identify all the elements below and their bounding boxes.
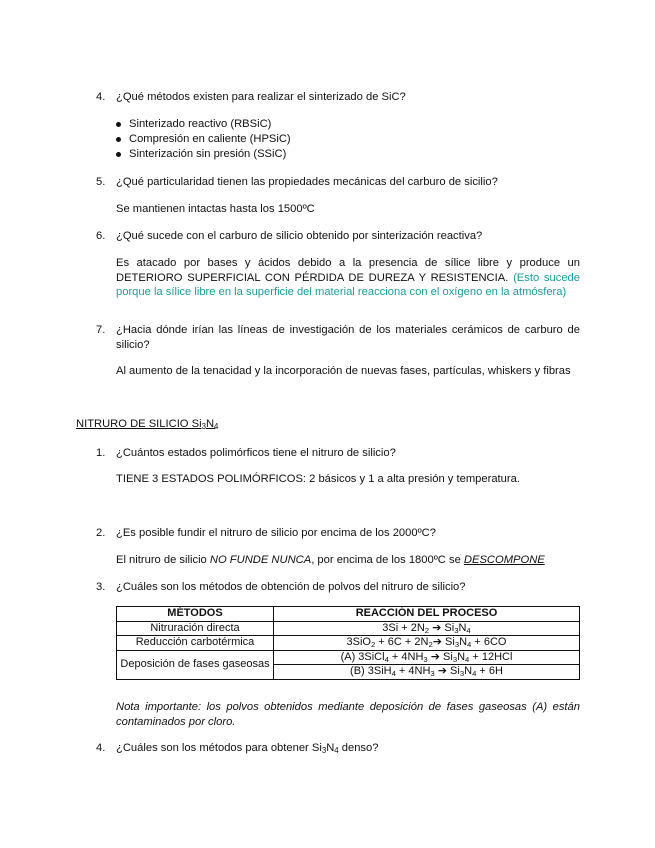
reaction-cell: (B) $3SiH_4 + 4NH_3$ ➔ $Si_3N_4 + 6H$ [274,665,580,680]
reaction-cell: $3Si + 2N_2$ ➔ $Si_3N_4$ [274,621,580,636]
question-6-number: 6. [96,230,106,242]
nitride-question-2-text: ¿Es posible fundir el nitruro de silicio por encima de los 2000ºC? [116,527,436,539]
nitride-question-2-number: 2. [96,527,106,539]
header-methods: MÉTODOS [117,607,274,622]
reaction-cell: (A) 3SiCl$_4$ + $4NH_3$ ➔ $Si_3N_4 + 12HCl$ [274,650,580,665]
reaction-cell: $3SiO_2 + 6C + 2N_2➔$ $Si_3N_4 + 6CO$ [274,636,580,651]
list-item: Sinterización sin presión (SSiC) [116,147,291,162]
question-4-number: 4. [96,91,106,103]
table-row [117,650,580,665]
question-6-answer [116,256,580,300]
question-6-text: ¿Qué sucede con el carburo de silicio obtenido por sinterización reactiva? [116,230,483,242]
nitride-question-3-number: 3. [96,581,106,593]
powder-methods-table [116,606,580,680]
method-cell: Nitruración directa [117,621,274,636]
list-item: Compresión en caliente (HPSiC) [116,132,291,147]
nitride-question-1-text: ¿Cuántos estados polimórficos tiene el nitruro de silicio? [116,447,396,459]
header-reaction: REACCIÓN DEL PROCESO [274,607,580,622]
nitride-question-4-text: ¿Cuáles son los métodos para obtener $Si_3N_4$ denso? [116,742,379,755]
table-row [117,636,580,651]
table-row [117,621,580,636]
question-5-number: 5. [96,176,106,188]
table-row [117,607,580,622]
sintering-methods-list [116,117,291,162]
list-item: Sinterizado reactivo (RBSiC) [116,117,291,132]
answer-main: Es atacado por bases y ácidos debido a la presencia de sílice libre y produce un DETERIORO SUPERFICIAL CON PÉRDIDA DE DUREZA Y RESISTENCIA. [116,257,580,284]
answer-note: (Esto sucede porque la sílice libre en la superficie del material reacciona con el oxígeno en la atmósfera) [116,271,580,298]
question-5-answer: Se mantienen intactas hasta los 1500ºC [116,203,315,215]
nitride-question-2-answer: El nitruro de silicio NO FUNDE NUNCA, por encima de los 1800ºC se DESCOMPONE [116,554,545,566]
section-heading-silicon-nitride: NITRURO DE SILICIO $Si_3N_4$ [76,418,219,431]
question-7-answer: Al aumento de la tenacidad y la incorporación de nuevas fases, partículas, whiskers y fibras [116,365,571,377]
important-note: Nota importante: los polvos obtenidos mediante deposición de fases gaseosas (A) están contaminados por cloro. [116,701,580,728]
nitride-question-3-text: ¿Cuáles son los métodos de obtención de polvos del nitruro de silicio? [116,581,466,593]
question-7-text: ¿Hacia dónde irían las líneas de investigación de los materiales cerámicos de carburo de silicio? [116,324,580,351]
nitride-question-1-number: 1. [96,447,106,459]
question-5-text: ¿Qué particularidad tienen las propiedades mecánicas del carburo de sicilio? [116,176,498,188]
method-cell: Reducción carbotérmica [117,636,274,651]
nitride-question-4-number: 4. [96,742,106,754]
question-4-text: ¿Qué métodos existen para realizar el sinterizado de SiC? [116,91,406,103]
method-cell: Deposición de fases gaseosas [117,650,274,679]
nitride-question-1-answer: TIENE 3 ESTADOS POLIMÓRFICOS: 2 básicos y 1 a alta presión y temperatura. [116,473,520,485]
question-7-number: 7. [96,324,106,336]
